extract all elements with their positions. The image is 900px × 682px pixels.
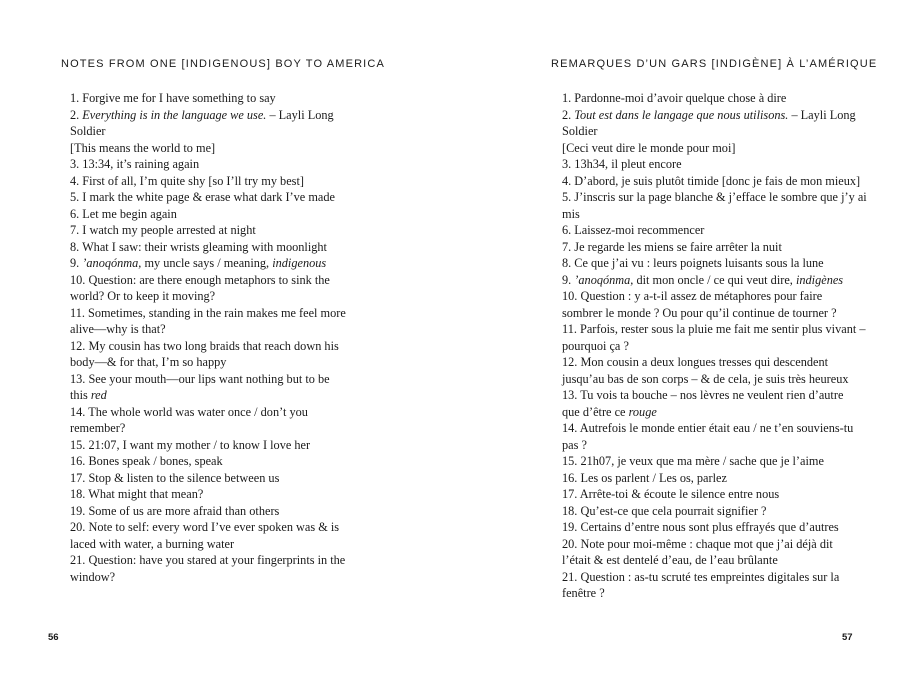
poem-line: [562, 305, 872, 322]
poem-line: [562, 552, 872, 569]
poem-line: [562, 437, 872, 454]
line-text: 15. 21:07, I want my mother / to know I love her: [70, 437, 311, 452]
poem-line: [562, 387, 872, 404]
line-text: sombrer le monde ? Ou pour qu’il continue de tourner ?: [562, 305, 837, 320]
line-text: 12. Mon cousin a deux longues tresses qui descendent: [562, 355, 829, 369]
poem-line: [70, 354, 366, 371]
italic-text: Tout est dans le langage que nous utilisons.: [574, 107, 789, 122]
line-text: 10. Question: are there enough metaphors to sink the: [70, 272, 330, 287]
poem-line: [70, 503, 366, 520]
poem-line: [70, 321, 366, 338]
line-text: 18. What might that mean?: [70, 487, 204, 501]
poem-line: [70, 255, 366, 272]
line-text: pas ?: [562, 437, 587, 452]
left-page-number: 56: [48, 632, 59, 643]
line-text: l’était & est dentelé d’eau, de l’eau brûlante: [562, 553, 778, 567]
line-text: jusqu’au bas de son corps – & de cela, je suis très heureux: [562, 371, 849, 386]
line-text: 15. 21h07, je veux que ma mère / sache que je l’aime: [562, 454, 824, 468]
line-text: 11. Sometimes, standing in the rain makes me feel more: [70, 305, 346, 320]
line-text: 17. Stop & listen to the silence between us: [70, 470, 280, 485]
right-page-heading: REMARQUES D’UN GARS [INDIGÈNE] À L’AMÉRIQUE: [551, 58, 878, 70]
line-text: 1. Forgive me for I have something to say: [70, 91, 276, 105]
line-text: 9.: [70, 256, 83, 270]
line-text: body—& for that, I’m so happy: [70, 355, 227, 369]
poem-line: [70, 387, 366, 404]
line-text: laced with water, a burning water: [70, 536, 235, 551]
poem-line: [562, 255, 872, 272]
poem-line: [562, 90, 872, 107]
line-text: – Layli Long Soldier: [70, 107, 334, 138]
line-text: 21. Question : as-tu scruté tes empreintes digitales sur la: [562, 569, 840, 584]
line-text: 14. The whole world was water once / don’t you: [70, 404, 308, 419]
line-text: this: [70, 388, 91, 402]
poem-line: [70, 437, 366, 454]
poem-line: [70, 305, 366, 322]
italic-text: indigenous: [272, 256, 327, 270]
line-text: 2.: [562, 107, 575, 122]
line-text: que d’être ce: [562, 404, 629, 419]
line-text: 13. See your mouth—our lips want nothing but to be: [70, 371, 330, 386]
poem-line: [70, 206, 366, 223]
line-text: 6. Let me begin again: [70, 206, 177, 221]
line-text: 13. Tu vois ta bouche – nos lèvres ne veulent rien d’autre: [562, 388, 844, 402]
poem-line: [562, 453, 872, 470]
poem-line: [70, 288, 366, 305]
line-text: 21. Question: have you stared at your fingerprints in the: [70, 553, 346, 567]
poem-line: [70, 536, 366, 553]
italic-text: indigènes: [795, 272, 844, 287]
poem-line: [70, 222, 366, 239]
line-text: 14. Autrefois le monde entier était eau / ne t’en souviens-tu: [562, 421, 854, 435]
poem-line: [562, 288, 872, 305]
poem-line: [562, 569, 872, 586]
poem-line: [70, 140, 366, 157]
poem-line: [70, 90, 366, 107]
poem-line: [70, 156, 366, 173]
poem-line: [562, 536, 872, 553]
italic-text: Everything is in the language we use.: [82, 107, 267, 122]
poem-line: [562, 107, 872, 140]
poem-line: [70, 453, 366, 470]
poem-line: [562, 354, 872, 371]
poem-line: [70, 338, 366, 355]
line-text: 4. First of all, I’m quite shy [so I’ll try my best]: [70, 173, 304, 188]
italic-text: ’anoqónma,: [82, 256, 142, 270]
poem-line: [70, 552, 366, 569]
line-text: 10. Question : y a-t-il assez de métaphores pour faire: [562, 289, 823, 303]
line-text: fenêtre ?: [562, 586, 605, 600]
line-text: alive—why is that?: [70, 322, 166, 336]
right-page-number: 57: [842, 632, 853, 643]
right-page: [450, 0, 900, 682]
italic-text: rouge: [628, 404, 657, 419]
poem-line: [70, 404, 366, 421]
line-text: dit mon oncle / ce qui veut dire,: [633, 272, 796, 287]
line-text: 8. What I saw: their wrists gleaming with moonlight: [70, 239, 327, 254]
poem-line: [562, 420, 872, 437]
poem-line: [562, 585, 872, 602]
poem-line: [562, 272, 872, 289]
line-text: 12. My cousin has two long braids that reach down his: [70, 338, 339, 353]
poem-line: [562, 321, 872, 338]
poem-line: [562, 404, 872, 421]
poem-line: [70, 371, 366, 388]
right-poem: [562, 90, 872, 602]
line-text: 20. Note pour moi-même : chaque mot que j’ai déjà dit: [562, 536, 833, 551]
line-text: [This means the world to me]: [70, 140, 216, 155]
line-text: 3. 13:34, it’s raining again: [70, 157, 200, 171]
line-text: 7. Je regarde les miens se faire arrêter la nuit: [562, 239, 782, 254]
poem-line: [562, 222, 872, 239]
line-text: 16. Bones speak / bones, speak: [70, 454, 223, 468]
left-page-heading: NOTES FROM ONE [INDIGENOUS] BOY TO AMERICA: [61, 58, 385, 70]
line-text: 7. I watch my people arrested at night: [70, 223, 256, 237]
line-text: – Layli Long Soldier: [562, 107, 856, 138]
line-text: remember?: [70, 421, 126, 435]
poem-line: [562, 140, 872, 157]
poem-line: [70, 239, 366, 256]
line-text: 5. I mark the white page & erase what dark I’ve made: [70, 190, 335, 204]
poem-line: [562, 173, 872, 190]
poem-line: [70, 486, 366, 503]
italic-text: red: [90, 388, 107, 402]
line-text: [Ceci veut dire le monde pour moi]: [562, 140, 736, 155]
poem-line: [562, 503, 872, 520]
poem-line: [70, 189, 366, 206]
line-text: my uncle says / meaning,: [141, 256, 273, 270]
poem-line: [562, 486, 872, 503]
poem-line: [562, 371, 872, 388]
line-text: 16. Les os parlent / Les os, parlez: [562, 470, 727, 485]
line-text: 19. Some of us are more afraid than others: [70, 503, 280, 518]
poem-line: [70, 519, 366, 536]
left-poem: [70, 90, 366, 585]
poem-line: [562, 189, 872, 222]
line-text: 9.: [562, 272, 575, 287]
line-text: 20. Note to self: every word I’ve ever spoken was & is: [70, 520, 340, 534]
line-text: world? Or to keep it moving?: [70, 289, 216, 303]
poem-line: [562, 156, 872, 173]
line-text: 18. Qu’est-ce que cela pourrait signifier ?: [562, 503, 767, 518]
line-text: 6. Laissez-moi recommencer: [562, 223, 705, 237]
poem-line: [70, 470, 366, 487]
poem-line: [70, 420, 366, 437]
italic-text: ’anoqónma,: [574, 272, 634, 287]
line-text: 11. Parfois, rester sous la pluie me fait me sentir plus vivant –: [562, 322, 866, 336]
poem-line: [70, 107, 366, 140]
poem-line: [562, 470, 872, 487]
line-text: 5. J’inscris sur la page blanche & j’efface le sombre que j’y ai mis: [562, 190, 867, 221]
line-text: 1. Pardonne-moi d’avoir quelque chose à dire: [562, 91, 787, 105]
line-text: pourquoi ça ?: [562, 338, 629, 353]
line-text: window?: [70, 569, 116, 584]
poem-line: [70, 272, 366, 289]
poem-line: [562, 519, 872, 536]
line-text: 3. 13h34, il pleut encore: [562, 157, 682, 171]
line-text: 4. D’abord, je suis plutôt timide [donc je fais de mon mieux]: [562, 173, 861, 188]
poem-line: [70, 173, 366, 190]
line-text: 17. Arrête-toi & écoute le silence entre nous: [562, 487, 780, 501]
line-text: 2.: [70, 107, 83, 122]
line-text: 19. Certains d’entre nous sont plus effrayés que d’autres: [562, 520, 839, 534]
poem-line: [562, 239, 872, 256]
poem-line: [562, 338, 872, 355]
poem-line: [70, 569, 366, 586]
line-text: 8. Ce que j’ai vu : leurs poignets luisants sous la lune: [562, 256, 824, 270]
